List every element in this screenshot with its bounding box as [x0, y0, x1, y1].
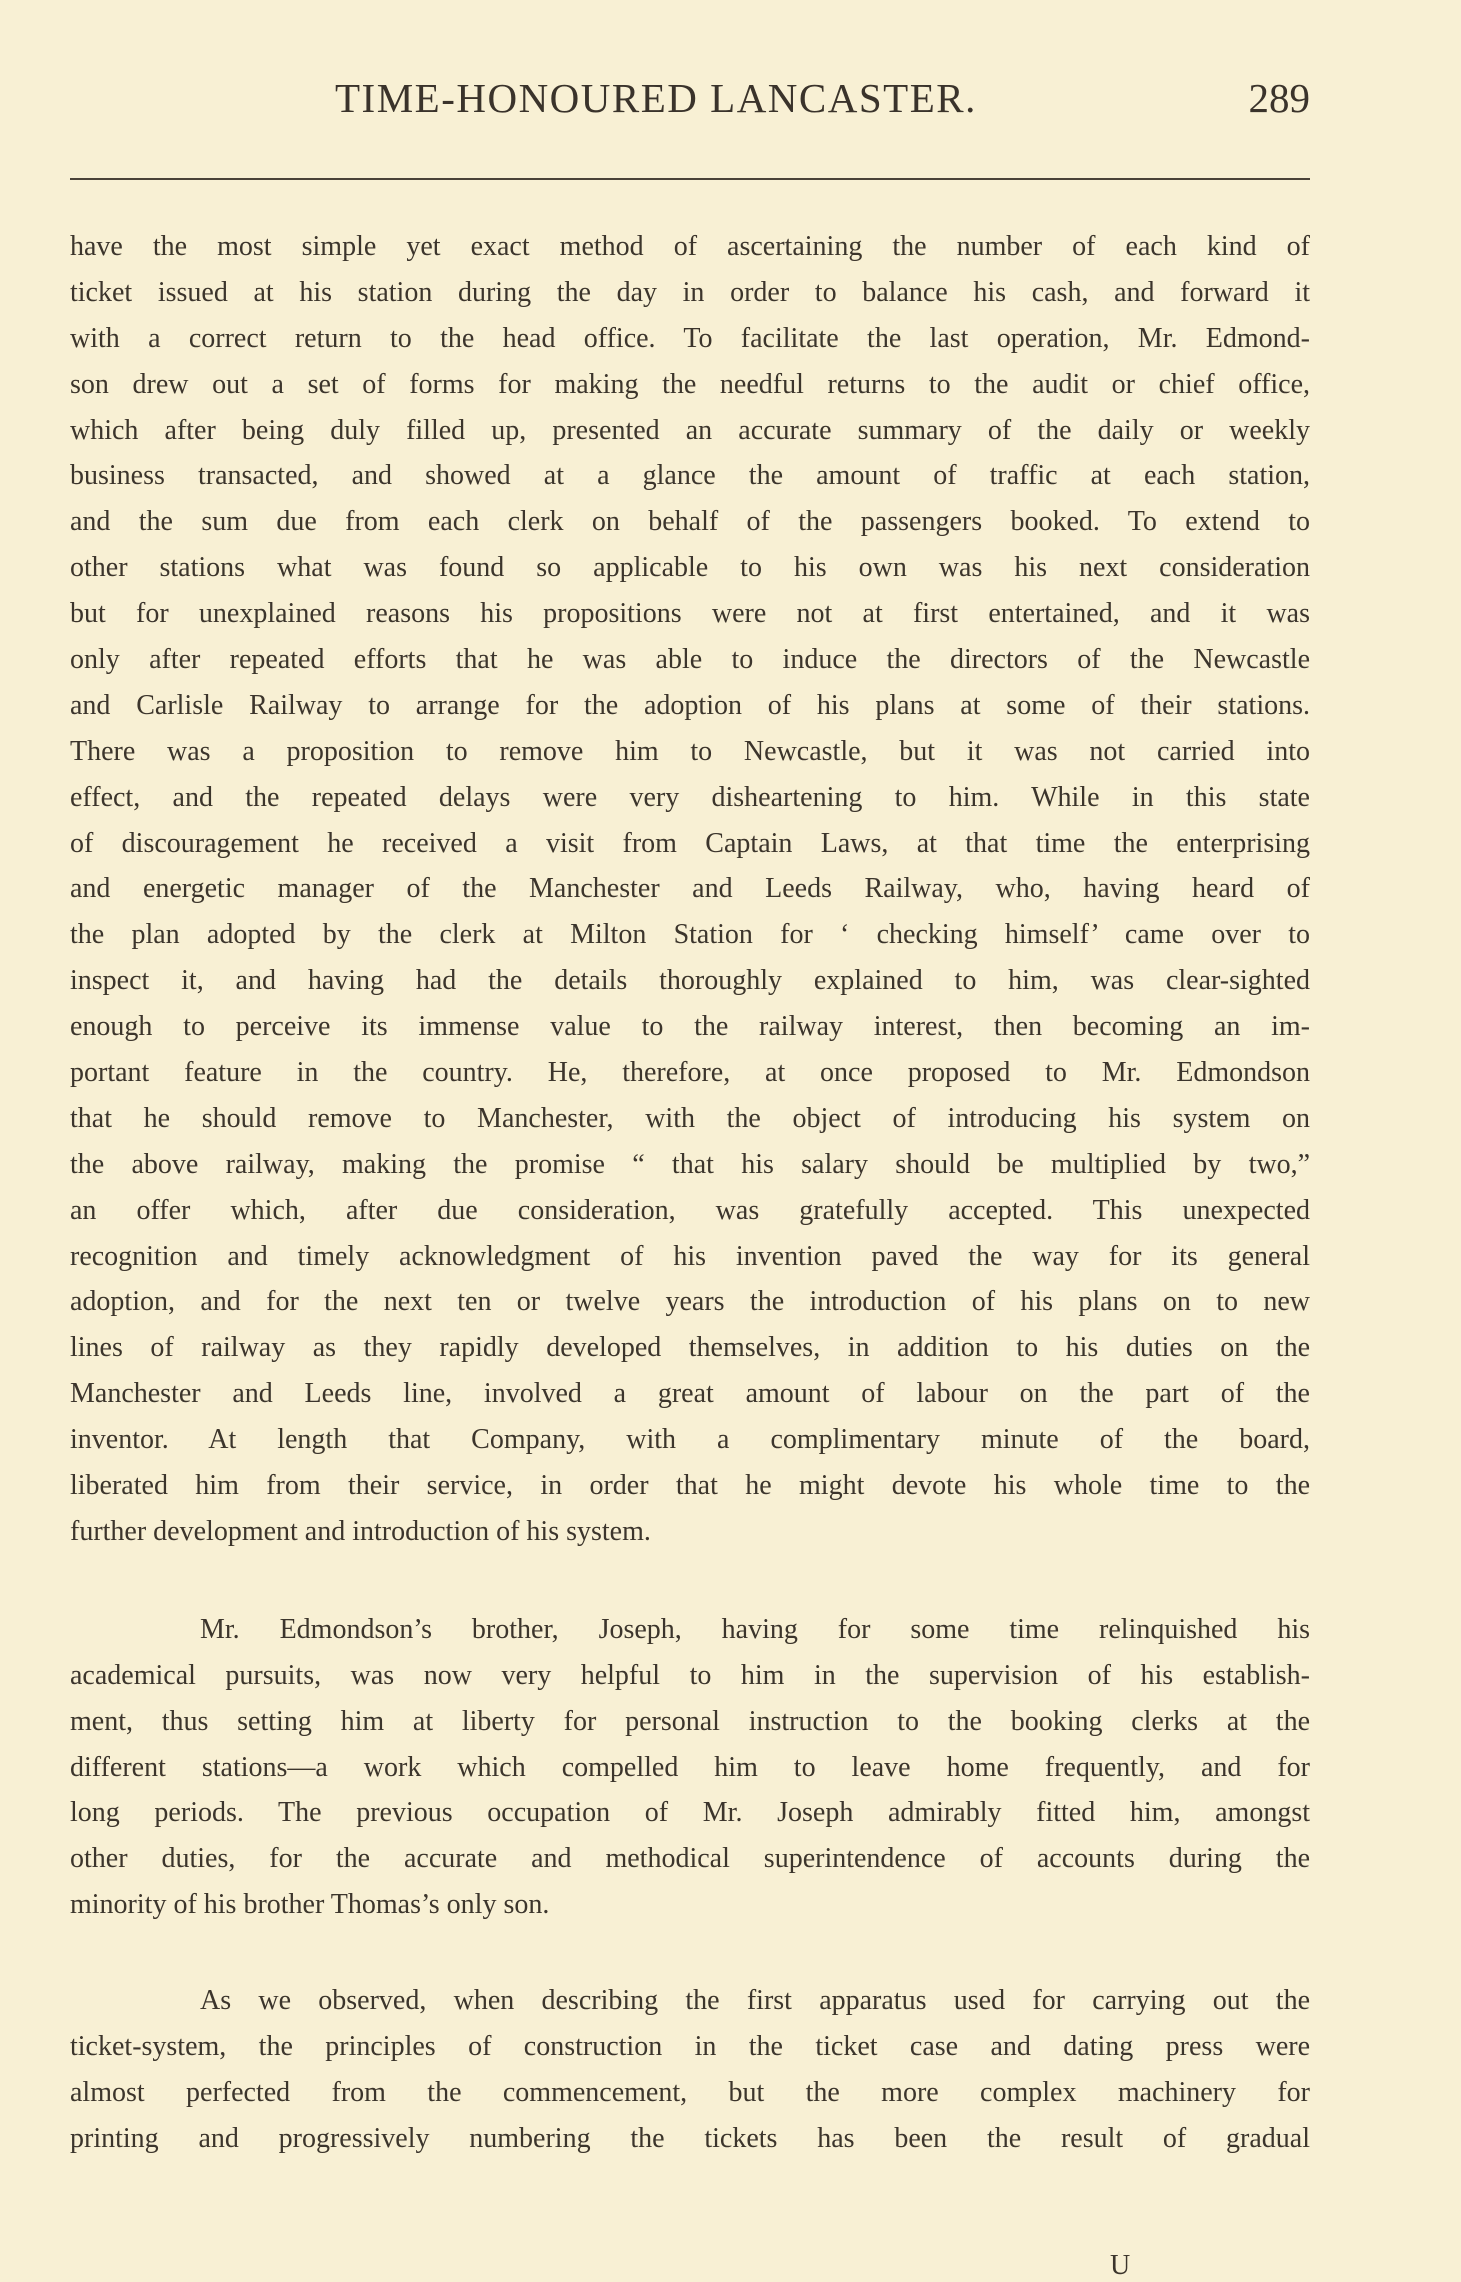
text-line: liberated him from their service, in order that he might devote his whole time to the [70, 1470, 1310, 1502]
text-line: and Carlisle Railway to arrange for the adoption of his plans at some of their stations. [70, 689, 1310, 721]
text-line: of discouragement he received a visit from Captain Laws, at that time the enterprising [70, 827, 1310, 859]
text-line: the above railway, making the promise “ that his salary should be multiplied by two,” [70, 1148, 1310, 1180]
signature-mark: U [1110, 2250, 1131, 2281]
text-line: adoption, and for the next ten or twelve years the introduction of his plans on to new [70, 1286, 1310, 1318]
text-line: have the most simple yet exact method of ascertaining the number of each kind of [70, 231, 1310, 262]
text-line: printing and progressively numbering the tickets has been the result of gradual [70, 2122, 1310, 2154]
text-line: lines of railway as they rapidly developed themselves, in addition to his duties on the [70, 1332, 1310, 1364]
text-line: other stations what was found so applicable to his own was his next consideration [70, 552, 1310, 584]
body-text [70, 224, 1310, 2162]
text-line: inspect it, and having had the details thoroughly explained to him, was clear-sighted [70, 965, 1310, 997]
text-line: and the sum due from each clerk on behalf of the passengers booked. To extend to [70, 506, 1310, 538]
text-line: portant feature in the country. He, therefore, at once proposed to Mr. Edmondson [70, 1057, 1310, 1089]
text-line: effect, and the repeated delays were very disheartening to him. While in this state [70, 781, 1310, 813]
text-line: almost perfected from the commencement, but the more complex machinery for [70, 2076, 1310, 2108]
text-line: with a correct return to the head office. To facilitate the last operation, Mr. Edmond- [70, 322, 1310, 354]
text-line: enough to perceive its immense value to the railway interest, then becoming an im- [70, 1011, 1310, 1043]
text-line: but for unexplained reasons his propositions were not at first entertained, and it was [70, 598, 1310, 630]
text-line: son drew out a set of forms for making the needful returns to the audit or chief office, [70, 368, 1310, 400]
text-line: and energetic manager of the Manchester and Leeds Railway, who, having heard of [70, 873, 1310, 905]
text-line: long periods. The previous occupation of Mr. Joseph admirably fitted him, amongst [70, 1797, 1310, 1829]
text-line: recognition and timely acknowledgment of his invention paved the way for its general [70, 1240, 1310, 1272]
text-line: different stations—a work which compelled him to leave home frequently, and for [70, 1751, 1310, 1783]
text-line: Manchester and Leeds line, involved a great amount of labour on the part of the [70, 1378, 1310, 1410]
running-head [70, 74, 1310, 134]
text-line: that he should remove to Manchester, with the object of introducing his system on [70, 1102, 1310, 1134]
text-line: other duties, for the accurate and methodical superintendence of accounts during the [70, 1843, 1310, 1875]
text-line: an offer which, after due consideration, was gratefully accepted. This unexpected [70, 1194, 1310, 1226]
text-line: minority of his brother Thomas’s only son. [70, 1889, 550, 1921]
paragraph-1 [70, 224, 1310, 1555]
text-line: academical pursuits, was now very helpful to him in the supervision of his establish- [70, 1659, 1310, 1691]
paragraph-gap [70, 1928, 1310, 1978]
running-title: TIME-HONOURED LANCASTER. [335, 75, 977, 121]
text-line: business transacted, and showed at a glance the amount of traffic at each station, [70, 460, 1310, 492]
text-line: inventor. At length that Company, with a complimentary minute of the board, [70, 1424, 1310, 1456]
text-line: ment, thus setting him at liberty for personal instruction to the booking clerks at the [70, 1705, 1310, 1737]
text-line: ticket issued at his station during the day in order to balance his cash, and forward it [70, 276, 1310, 308]
text-line: ticket-system, the principles of construction in the ticket case and dating press were [70, 2030, 1310, 2062]
paragraph-2 [70, 1607, 1310, 1928]
text-line: Mr. Edmondson’s brother, Joseph, having for some time relinquished his [200, 1613, 1310, 1645]
text-line: which after being duly filled up, presented an accurate summary of the daily or weekly [70, 414, 1310, 446]
paragraph-gap [70, 1555, 1310, 1607]
text-line: As we observed, when describing the first apparatus used for carrying out the [200, 1985, 1310, 2017]
header-rule [70, 178, 1310, 180]
text-line: only after repeated efforts that he was able to induce the directors of the Newcastle [70, 644, 1310, 676]
page-number: 289 [1248, 75, 1310, 121]
paragraph-3 [70, 1978, 1310, 2162]
text-line: further development and introduction of his system. [70, 1515, 651, 1547]
text-line: the plan adopted by the clerk at Milton Station for ‘ checking himself’ came over to [70, 919, 1310, 951]
text-line: There was a proposition to remove him to Newcastle, but it was not carried into [70, 735, 1310, 767]
